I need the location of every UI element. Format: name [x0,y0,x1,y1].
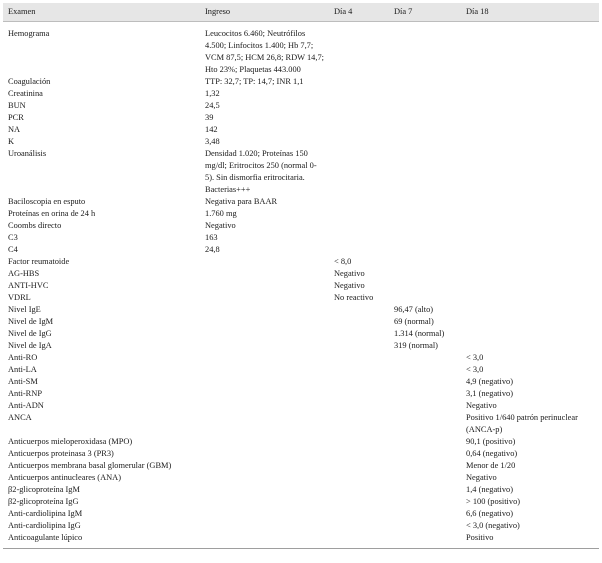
cell-dia-7 [389,100,461,112]
cell-dia-4 [329,388,389,400]
cell-dia-4: Negativo [334,269,365,278]
cell-examen: β2-glicoproteína IgM [8,485,80,494]
cell-ingreso [200,520,329,532]
cell-ingreso [200,484,329,496]
table-row [3,220,599,232]
cell-ingreso: 1,32 [205,89,220,98]
cell-dia-18 [461,76,599,88]
cell-examen: Anticuerpos membrana basal glomerular (GBM) [8,461,172,470]
cell-dia-7 [389,220,461,232]
table-row [3,376,599,388]
cell-examen: Nivel de IgG [8,329,52,338]
cell-examen: Anti-ADN [8,401,44,410]
cell-dia-4 [329,232,389,244]
table-row [3,88,599,100]
cell-dia-7: 69 (normal) [394,317,434,326]
table-row [3,280,599,292]
cell-ingreso: 3,48 [205,137,220,146]
table-row [3,208,599,220]
cell-dia-4 [329,304,389,316]
table-row [3,148,599,196]
cell-dia-18 [461,88,599,100]
cell-ingreso [200,316,329,328]
cell-dia-18 [461,316,599,328]
table-row [3,244,599,256]
cell-dia-4 [329,400,389,412]
cell-dia-4 [329,340,389,352]
cell-dia-7: 319 (normal) [394,341,438,350]
cell-examen: Factor reumatoide [8,257,70,266]
cell-dia-7 [389,232,461,244]
cell-ingreso [200,400,329,412]
cell-examen: Baciloscopia en esputo [8,197,86,206]
table-row [3,400,599,412]
cell-examen: NA [8,125,21,134]
cell-ingreso: 142 [205,125,218,134]
table-row [3,340,599,352]
cell-dia-4 [329,352,389,364]
cell-examen: Anti-RNP [8,389,42,398]
cell-dia-4 [329,136,389,148]
cell-dia-4 [329,472,389,484]
table-row [3,100,599,112]
cell-examen: C3 [8,233,18,242]
cell-dia-18 [461,280,599,292]
cell-examen: Coagulación [8,77,51,86]
cell-dia-4 [329,448,389,460]
cell-examen: AG-HBS [8,269,40,278]
cell-dia-18 [461,148,599,196]
table-bottom-rule [3,548,599,549]
cell-dia-18: 4,9 (negativo) [466,377,513,386]
cell-dia-7 [389,448,461,460]
cell-dia-4 [329,112,389,124]
cell-dia-7: 1.314 (normal) [394,329,445,338]
cell-examen: K [8,137,15,146]
cell-ingreso [200,352,329,364]
table-row [3,364,599,376]
table-row [3,196,599,208]
table-row [3,352,599,364]
cell-dia-18 [461,244,599,256]
cell-dia-7 [389,388,461,400]
cell-examen: Anti-LA [8,365,37,374]
cell-dia-18: 90,1 (positivo) [466,437,516,446]
cell-dia-18 [461,256,599,268]
table-header [3,3,599,22]
cell-examen: Coombs directo [8,221,62,230]
cell-ingreso [200,340,329,352]
cell-dia-4: No reactivo [334,293,374,302]
table-body [3,22,599,549]
table-row [3,112,599,124]
cell-dia-18 [461,100,599,112]
cell-dia-4 [329,88,389,100]
cell-dia-7 [389,508,461,520]
cell-dia-7 [389,532,461,548]
cell-examen: Anticoagulante lúpico [8,533,83,542]
cell-ingreso [200,496,329,508]
cell-examen: Nivel de IgM [8,317,54,326]
cell-dia-4 [329,484,389,496]
cell-ingreso: 39 [205,113,214,122]
cell-ingreso [200,256,329,268]
cell-dia-7 [389,472,461,484]
cell-dia-7 [389,76,461,88]
column-header-dia-4: Día 4 [329,3,389,22]
cell-examen: Creatinina [8,89,43,98]
cell-dia-7 [389,496,461,508]
table-row [3,232,599,244]
lab-results-table-container [3,3,599,549]
cell-examen: Anticuerpos antinucleares (ANA) [8,473,122,482]
cell-dia-7 [389,292,461,304]
table-row [3,124,599,136]
cell-dia-7 [389,148,461,196]
cell-dia-4 [329,436,389,448]
table-row [3,448,599,460]
table-row [3,520,599,532]
cell-ingreso: 24,8 [205,245,220,254]
cell-examen: Proteínas en orina de 24 h [8,209,96,218]
cell-ingreso: Leucocitos 6.460; Neutrófilos 4.500; Linfocitos 1.400; Hb 7,7; VCM 87,5; HCM 26,8; RDW 14,7; Hto 23%; Plaquetas 443.000 [205,29,324,74]
cell-ingreso: 24,5 [205,101,220,110]
cell-dia-4 [329,124,389,136]
cell-dia-7 [389,244,461,256]
cell-dia-4 [329,148,389,196]
cell-dia-18 [461,124,599,136]
cell-dia-7 [389,136,461,148]
cell-ingreso [200,268,329,280]
cell-ingreso: Densidad 1.020; Proteínas 150 mg/dl; Eritrocitos 250 (normal 0-5). Sin dismorfia eritrocitaria. Bacterias+++ [205,149,317,194]
cell-ingreso: Negativo [205,221,236,230]
cell-dia-7 [389,412,461,436]
cell-dia-18 [461,220,599,232]
cell-examen: Anticuerpos proteinasa 3 (PR3) [8,449,114,458]
cell-dia-7 [389,460,461,472]
cell-ingreso: 163 [205,233,218,242]
lab-results-table [3,3,599,548]
cell-dia-7 [389,520,461,532]
cell-dia-18: < 3,0 (negativo) [466,521,520,530]
cell-ingreso: Negativa para BAAR [205,197,278,206]
cell-dia-7 [389,364,461,376]
cell-dia-18: < 3,0 [466,353,484,362]
cell-dia-7 [389,124,461,136]
cell-dia-7 [389,196,461,208]
table-row [3,256,599,268]
header-row [3,3,599,22]
cell-ingreso [200,532,329,548]
cell-examen: ANTI-HVC [8,281,49,290]
cell-examen: Anticuerpos mieloperoxidasa (MPO) [8,437,133,446]
cell-dia-18 [461,292,599,304]
cell-examen: Nivel IgE [8,305,41,314]
table-row [3,484,599,496]
cell-ingreso [200,376,329,388]
cell-ingreso [200,280,329,292]
cell-ingreso [200,448,329,460]
cell-examen: ANCA [8,413,32,422]
table-row [3,472,599,484]
cell-dia-4 [329,412,389,436]
cell-dia-4 [329,208,389,220]
cell-dia-18: Negativo [466,473,497,482]
cell-dia-7 [389,208,461,220]
table-row [3,316,599,328]
cell-dia-4 [329,496,389,508]
cell-dia-7 [389,256,461,268]
cell-ingreso: TTP: 32,7; TP: 14,7; INR 1,1 [205,77,304,86]
cell-dia-7 [389,280,461,292]
table-row [3,292,599,304]
cell-dia-18: Positivo 1/640 patrón perinuclear (ANCA-p) [466,413,578,434]
cell-dia-4 [329,196,389,208]
cell-ingreso: 1.760 mg [205,209,237,218]
cell-examen: VDRL [8,293,31,302]
cell-dia-18: 1,4 (negativo) [466,485,513,494]
cell-ingreso [200,412,329,436]
cell-dia-4 [329,364,389,376]
cell-examen: Uroanálisis [8,149,47,158]
cell-dia-18: 6,6 (negativo) [466,509,513,518]
cell-dia-18: Menor de 1/20 [466,461,516,470]
cell-examen: Anti-cardiolipina IgG [8,521,81,530]
cell-dia-18 [461,22,599,77]
cell-dia-18: < 3,0 [466,365,484,374]
cell-dia-18 [461,136,599,148]
cell-examen: Anti-SM [8,377,38,386]
cell-dia-7 [389,376,461,388]
table-row [3,268,599,280]
cell-dia-4 [329,532,389,548]
cell-ingreso [200,328,329,340]
table-row [3,460,599,472]
cell-ingreso [200,292,329,304]
cell-ingreso [200,364,329,376]
cell-examen: PCR [8,113,24,122]
cell-dia-4 [329,376,389,388]
cell-dia-4: Negativo [334,281,365,290]
cell-examen: C4 [8,245,18,254]
cell-examen: BUN [8,101,26,110]
cell-dia-18 [461,328,599,340]
cell-dia-18 [461,232,599,244]
cell-dia-18: > 100 (positivo) [466,497,521,506]
cell-dia-4 [329,328,389,340]
cell-dia-7 [389,436,461,448]
cell-dia-7 [389,268,461,280]
table-row [3,436,599,448]
cell-examen: Anti-RO [8,353,38,362]
cell-dia-4 [329,460,389,472]
cell-ingreso [200,388,329,400]
table-row [3,508,599,520]
cell-examen: Anti-cardiolipina IgM [8,509,83,518]
cell-dia-18: Positivo [466,533,494,542]
cell-dia-7 [389,352,461,364]
table-row [3,304,599,316]
cell-dia-4 [329,520,389,532]
cell-dia-7 [389,400,461,412]
table-row [3,388,599,400]
cell-dia-4 [329,22,389,77]
table-row [3,496,599,508]
cell-dia-4 [329,100,389,112]
cell-dia-4 [329,220,389,232]
cell-dia-18: 3,1 (negativo) [466,389,513,398]
column-header-dia-7: Día 7 [389,3,461,22]
column-header-examen: Examen [3,3,200,22]
cell-examen: β2-glicoproteína IgG [8,497,79,506]
cell-examen: Nivel de IgA [8,341,52,350]
table-row [3,136,599,148]
cell-ingreso [200,304,329,316]
cell-dia-18 [461,340,599,352]
column-header-dia-18: Día 18 [461,3,599,22]
table-row [3,412,599,436]
cell-dia-4 [329,316,389,328]
cell-dia-4 [329,76,389,88]
table-row [3,532,599,548]
cell-ingreso [200,508,329,520]
cell-dia-4 [329,244,389,256]
cell-dia-4: < 8,0 [334,257,352,266]
cell-dia-7 [389,88,461,100]
table-row [3,76,599,88]
cell-dia-7 [389,22,461,77]
cell-ingreso [200,460,329,472]
cell-dia-4 [329,508,389,520]
cell-dia-18: Negativo [466,401,497,410]
cell-dia-18 [461,268,599,280]
cell-dia-7 [389,112,461,124]
cell-dia-18 [461,196,599,208]
cell-ingreso [200,436,329,448]
column-header-ingreso: Ingreso [200,3,329,22]
cell-dia-18 [461,112,599,124]
cell-dia-7: 96,47 (alto) [394,305,434,314]
cell-examen: Hemograma [8,29,50,38]
cell-ingreso [200,472,329,484]
table-row [3,328,599,340]
cell-dia-7 [389,484,461,496]
cell-dia-18 [461,304,599,316]
cell-dia-18 [461,208,599,220]
cell-dia-18: 0,64 (negativo) [466,449,518,458]
table-row [3,22,599,77]
